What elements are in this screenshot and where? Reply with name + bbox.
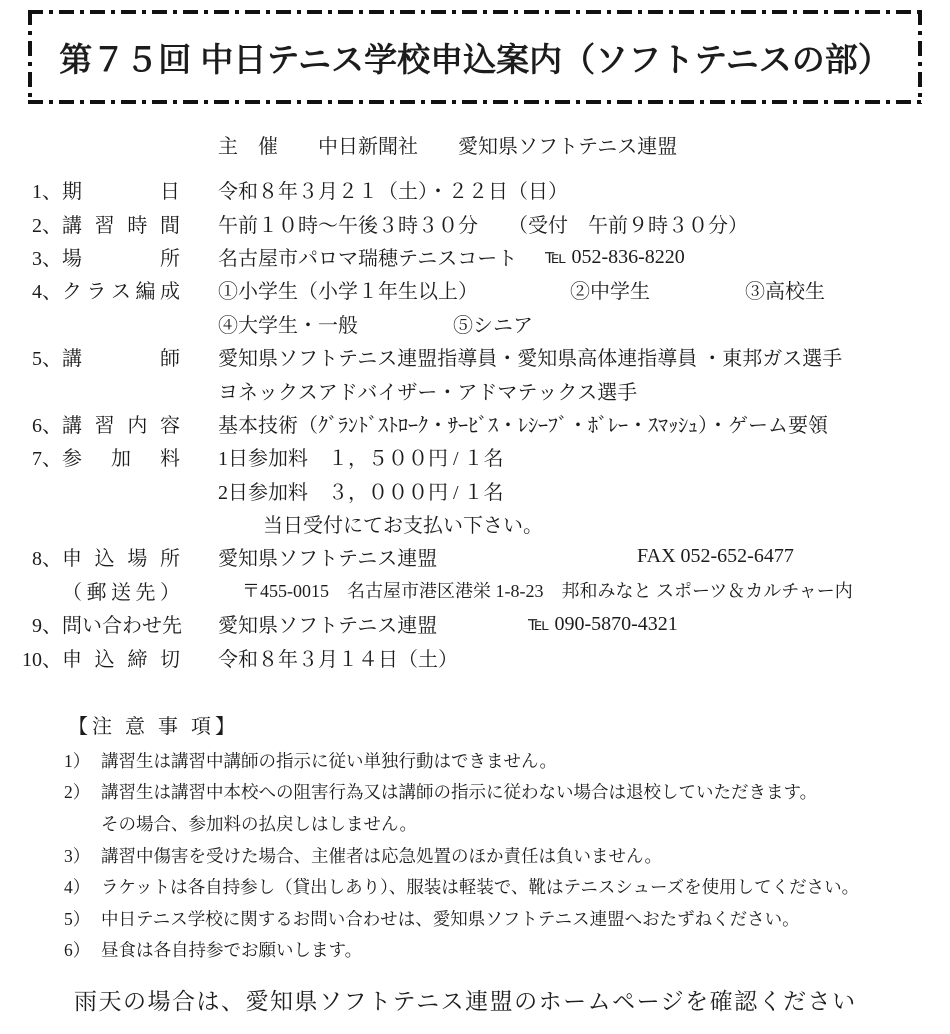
- place-name: 名古屋市パロマ瑞穂テニスコート: [218, 247, 518, 270]
- item-label-fee: 参 加 料: [62, 448, 180, 471]
- note-text: 講習生は講習中講師の指示に従い単独行動はできません。: [101, 750, 558, 771]
- item-application-place: [0, 540, 950, 573]
- item-value-time: 午前１０時～午後３時３０分 （受付 午前９時３０分）: [218, 214, 748, 237]
- note-4: [0, 872, 950, 904]
- note-2-continuation: [0, 809, 950, 841]
- note-text: 講習中傷害を受けた場合、主催者は応急処置のほか責任は負いません。: [101, 845, 663, 866]
- inquiry-tel: ℡ 090-5870-4321: [528, 613, 678, 636]
- sponsor-line: 主 催 中日新聞社 愛知県ソフトテニス連盟: [218, 136, 678, 158]
- item-label-date: 期 日: [62, 181, 180, 204]
- note-number: 6）: [64, 940, 91, 961]
- note-6: [0, 935, 950, 967]
- item-number: 7、: [32, 448, 62, 471]
- note-number: 3）: [64, 845, 91, 866]
- item-number: 9、: [32, 615, 62, 638]
- item-number: 5、: [32, 348, 62, 371]
- inquiry-org: 愛知県ソフトテニス連盟: [218, 615, 438, 638]
- item-label-classes: ク ラ ス 編 成: [62, 281, 180, 304]
- item-classes: [0, 273, 950, 306]
- instructors-line-2: ヨネックスアドバイザー・アドマテックス選手: [218, 381, 638, 404]
- item-value-place: [180, 242, 950, 271]
- note-2: [0, 777, 950, 809]
- application-org: 愛知県ソフトテニス連盟: [218, 548, 438, 571]
- note-number: 5）: [64, 908, 91, 929]
- note-3: [0, 841, 950, 873]
- note-text: 昼食は各自持参でお願いします。: [101, 940, 363, 961]
- page-title: 第７５回 中日テニス学校申込案内（ソフトテニスの部）: [59, 40, 891, 78]
- place-tel: ℡ 052-836-8220: [545, 245, 685, 268]
- title-border-right: [918, 10, 922, 104]
- title-box: [28, 10, 922, 104]
- class-junior-high: ②中学生: [570, 281, 650, 304]
- note-text: 講習生は講習中本校への阻害行為又は講師の指示に従わない場合は退校していただきます。: [101, 782, 818, 803]
- note-number: 1）: [64, 750, 91, 771]
- item-number: 3、: [32, 247, 62, 270]
- item-number: 6、: [32, 414, 62, 437]
- item-label-time: 講 習 時 間: [62, 214, 180, 237]
- application-fax: FAX 052-652-6477: [637, 545, 794, 568]
- item-instructors: [0, 340, 950, 373]
- title-border-top: [28, 10, 922, 14]
- item-inquiry: [0, 607, 950, 640]
- fee-two-day: 2日参加料 ３，０００円 / １名: [218, 481, 504, 504]
- mailing-address: 〒455-0015 名古屋市港区港栄 1-8-23 邦和みなと スポーツ＆カルチャー内: [242, 581, 853, 602]
- item-number: 4、: [32, 281, 62, 304]
- item-label-deadline: 申 込 締 切: [62, 648, 180, 671]
- item-fee: [0, 440, 950, 473]
- note-1: [0, 746, 950, 778]
- items-list: [0, 173, 950, 674]
- note-text: ラケットは各自持参し（貸出しあり）、服装は軽装で、靴はテニスシューズを使用してください。: [101, 877, 860, 898]
- note-number: 4）: [64, 877, 91, 898]
- item-sublabel-mailing: （ 郵 送 先 ）: [62, 581, 180, 604]
- instructors-line-1: 愛知県ソフトテニス連盟指導員・愛知県高体連指導員 ・東邦ガス選手: [218, 348, 843, 371]
- class-elementary: ①小学生（小学１年生以上）: [218, 281, 478, 304]
- item-label-inquiry: 問 い 合 わ せ 先: [62, 615, 182, 638]
- deadline-date: 令和８年３月１４日（土）: [218, 648, 458, 671]
- item-place: [0, 240, 950, 273]
- title-border-bottom: [28, 100, 922, 104]
- item-curriculum: [0, 407, 950, 440]
- item-number: 10、: [22, 648, 62, 671]
- notes-list: [0, 746, 950, 967]
- note-5: [0, 904, 950, 936]
- fee-one-day: 1日参加料 １，５００円 / １名: [218, 448, 504, 471]
- fee-payment-note: 当日受付にてお支払い下さい。: [263, 515, 543, 538]
- curriculum-text: 基本技術（ｸﾞﾗﾝﾄﾞｽﾄﾛｰｸ・ｻｰﾋﾞｽ・ﾚｼｰﾌﾞ・ﾎﾞﾚｰ・ｽﾏｯｼｭ）・ゲーム要領: [218, 414, 828, 437]
- notes-heading: 【注 意 事 項】: [68, 715, 239, 738]
- item-fee-note: [0, 507, 950, 540]
- class-senior: ⑤シニア: [453, 314, 533, 337]
- class-university-adult: ④大学生・一般: [218, 314, 358, 337]
- class-row-1: [180, 275, 950, 304]
- item-instructors-cont: [0, 373, 950, 406]
- item-number: 2、: [32, 214, 62, 237]
- title-border-left: [28, 10, 32, 104]
- item-label-curriculum: 講 習 内 容: [62, 414, 180, 437]
- item-number: 8、: [32, 548, 62, 571]
- item-date: [0, 173, 950, 206]
- note-text: その場合、参加料の払戻しはしません。: [101, 814, 418, 835]
- item-value-date: 令和８年３月２１（土）・２２日（日）: [218, 181, 568, 204]
- item-label-application-place: 申 込 場 所: [62, 548, 180, 571]
- note-number: 2）: [64, 782, 91, 803]
- item-label-instructors: 講 師: [62, 348, 180, 371]
- item-fee-cont: [0, 474, 950, 507]
- class-high-school: ③高校生: [745, 281, 825, 304]
- item-classes-cont: [0, 307, 950, 340]
- note-text: 中日テニス学校に関するお問い合わせは、愛知県ソフトテニス連盟へおたずねください。: [101, 908, 800, 929]
- item-number: 1、: [32, 181, 62, 204]
- item-deadline: [0, 640, 950, 673]
- rainy-day-notice: 雨天の場合は、愛知県ソフトテニス連盟のホームページを確認ください: [74, 989, 857, 1015]
- item-label-place: 場 所: [62, 247, 180, 270]
- item-application-address: [0, 574, 950, 607]
- item-time: [0, 206, 950, 239]
- class-row-2: [180, 309, 950, 338]
